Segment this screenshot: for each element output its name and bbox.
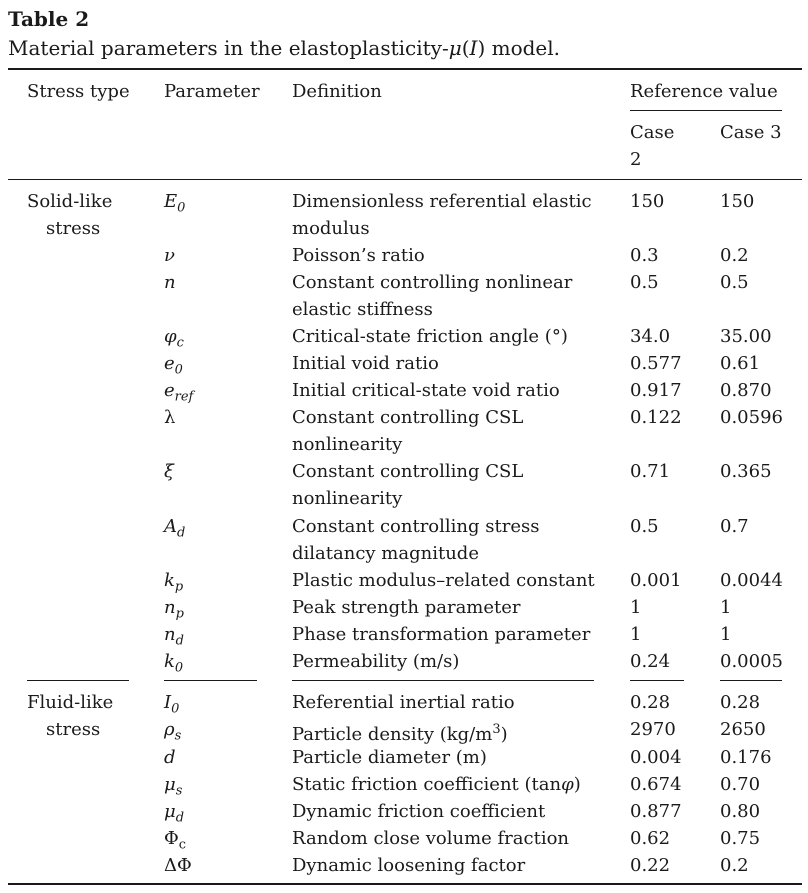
definition-cell: nonlinearity: [292, 434, 403, 455]
case2-value: 0.877: [630, 801, 682, 822]
case3-value: 0.80: [720, 801, 761, 822]
caption-suffix: model.: [485, 36, 561, 60]
definition-cell: Constant controlling nonlinear: [292, 272, 573, 293]
table-title: Table 2: [8, 7, 90, 31]
definition-cell: Static friction coefficient (tanφ): [292, 774, 581, 795]
case3-value: 0.0005: [720, 651, 783, 672]
param-symbol: $n_d$: [164, 624, 184, 649]
header-case2-line2: 2: [630, 149, 642, 170]
definition-cell: Constant controlling CSL: [292, 461, 524, 482]
definition-cell: Particle diameter (m): [292, 747, 487, 768]
header-bottom-rule: [8, 179, 802, 180]
caption-paren-close: ): [477, 36, 486, 60]
definition-cell: Constant controlling stress: [292, 516, 540, 537]
definition-cell: Particle density $(kg/m^3)$: [292, 722, 508, 745]
table-caption: [8, 35, 560, 62]
case3-value: 2650: [720, 719, 766, 740]
param-symbol: $k_0$: [164, 651, 184, 676]
definition-cell: dilatancy magnitude: [292, 543, 479, 564]
definition-cell: Referential inertial ratio: [292, 692, 515, 713]
case2-value: 0.001: [630, 570, 682, 591]
case3-value: 0.61: [720, 353, 761, 374]
caption-prefix: Material parameters in the elastoplasticity-: [8, 36, 449, 60]
caption-I: I: [469, 36, 478, 60]
case2-value: 150: [630, 191, 665, 212]
case3-value: 0.2: [720, 855, 749, 876]
case2-value: 0.22: [630, 855, 671, 876]
case3-value: 0.0596: [720, 407, 783, 428]
group-fluid-line1: Fluid-like: [27, 692, 114, 713]
case2-value: 1: [630, 624, 642, 645]
definition-cell: nonlinearity: [292, 488, 403, 509]
header-case2-line1: Case: [630, 122, 675, 143]
case3-value: 0.70: [720, 774, 761, 795]
param-symbol: $\rho_s$: [164, 719, 182, 744]
param-symbol: $A_d$: [164, 516, 186, 541]
case2-value: 0.577: [630, 353, 682, 374]
definition-cell: elastic stiffness: [292, 299, 433, 320]
group-solid-line2: stress: [46, 218, 101, 239]
case2-value: 0.3: [630, 245, 659, 266]
param-symbol: $\mu_d$: [164, 801, 184, 826]
bottom-rule: [8, 883, 802, 885]
param-symbol: $k_p$: [164, 570, 184, 595]
group-solid-line1: Solid-like: [27, 191, 113, 212]
definition-cell: modulus: [292, 218, 370, 239]
case2-value: 0.71: [630, 461, 671, 482]
group-rule-case2: [630, 680, 684, 681]
case2-value: 0.917: [630, 380, 682, 401]
definition-cell: Initial critical-state void ratio: [292, 380, 560, 401]
definition-cell: Plastic modulus–related constant: [292, 570, 595, 591]
case3-value: 1: [720, 597, 732, 618]
definition-cell: Peak strength parameter: [292, 597, 521, 618]
param-symbol: d: [164, 747, 176, 768]
param-symbol: $\Phi_c$: [164, 828, 187, 853]
definition-cell: Constant controlling CSL: [292, 407, 524, 428]
case3-value: 150: [720, 191, 755, 212]
case2-value: 0.62: [630, 828, 671, 849]
group-rule-case3: [720, 680, 782, 681]
param-symbol: $E_0$: [164, 191, 186, 216]
header-definition: Definition: [292, 81, 382, 102]
top-rule: [8, 68, 802, 70]
case3-value: 0.365: [720, 461, 772, 482]
group-rule-stress: [27, 680, 129, 681]
param-symbol: ξ: [164, 461, 174, 482]
case3-value: 0.870: [720, 380, 772, 401]
param-symbol: ν: [164, 245, 175, 266]
case3-value: 0.7: [720, 516, 749, 537]
param-symbol: $\mu_s$: [164, 774, 183, 799]
param-symbol: $e_{ref}$: [164, 380, 194, 405]
case3-value: 0.28: [720, 692, 761, 713]
header-stress-type: Stress type: [27, 81, 130, 102]
definition-cell: Dynamic friction coefficient: [292, 801, 546, 822]
case3-value: 0.5: [720, 272, 749, 293]
header-case3: Case 3: [720, 122, 782, 143]
caption-mu: μ: [448, 36, 462, 60]
case3-value: 1: [720, 624, 732, 645]
header-reference-value: Reference value: [630, 81, 778, 102]
definition-cell: Phase transformation parameter: [292, 624, 591, 645]
param-symbol: n: [164, 272, 176, 293]
param-symbol: $I_0$: [164, 692, 180, 717]
group-rule-definition: [292, 680, 594, 681]
param-symbol: $e_0$: [164, 353, 183, 378]
case3-value: 0.2: [720, 245, 749, 266]
case3-value: 0.0044: [720, 570, 783, 591]
case2-value: 0.24: [630, 651, 671, 672]
case2-value: 0.122: [630, 407, 682, 428]
case2-value: 0.004: [630, 747, 682, 768]
param-symbol: $\varphi_c$: [164, 326, 184, 351]
reference-value-rule: [630, 110, 782, 111]
case3-value: 0.176: [720, 747, 772, 768]
case3-value: 0.75: [720, 828, 761, 849]
case3-value: 35.00: [720, 326, 772, 347]
header-parameter: Parameter: [164, 81, 260, 102]
param-symbol: λ: [164, 407, 176, 428]
param-symbol: ΔΦ: [164, 855, 192, 876]
definition-cell: Random close volume fraction: [292, 828, 570, 849]
definition-cell: Poisson’s ratio: [292, 245, 425, 266]
definition-cell: Dynamic loosening factor: [292, 855, 526, 876]
param-symbol: $n_p$: [164, 597, 184, 622]
case2-value: 0.5: [630, 516, 659, 537]
case2-value: 1: [630, 597, 642, 618]
case2-value: 0.674: [630, 774, 682, 795]
definition-cell: Critical-state friction angle (°): [292, 326, 568, 347]
case2-value: 2970: [630, 719, 676, 740]
case2-value: 0.5: [630, 272, 659, 293]
case2-value: 34.0: [630, 326, 671, 347]
definition-cell: Initial void ratio: [292, 353, 439, 374]
group-fluid-line2: stress: [46, 719, 101, 740]
case2-value: 0.28: [630, 692, 671, 713]
definition-cell: Permeability (m/s): [292, 651, 460, 672]
definition-cell: Dimensionless referential elastic: [292, 191, 592, 212]
caption-paren-open: (: [461, 36, 470, 60]
